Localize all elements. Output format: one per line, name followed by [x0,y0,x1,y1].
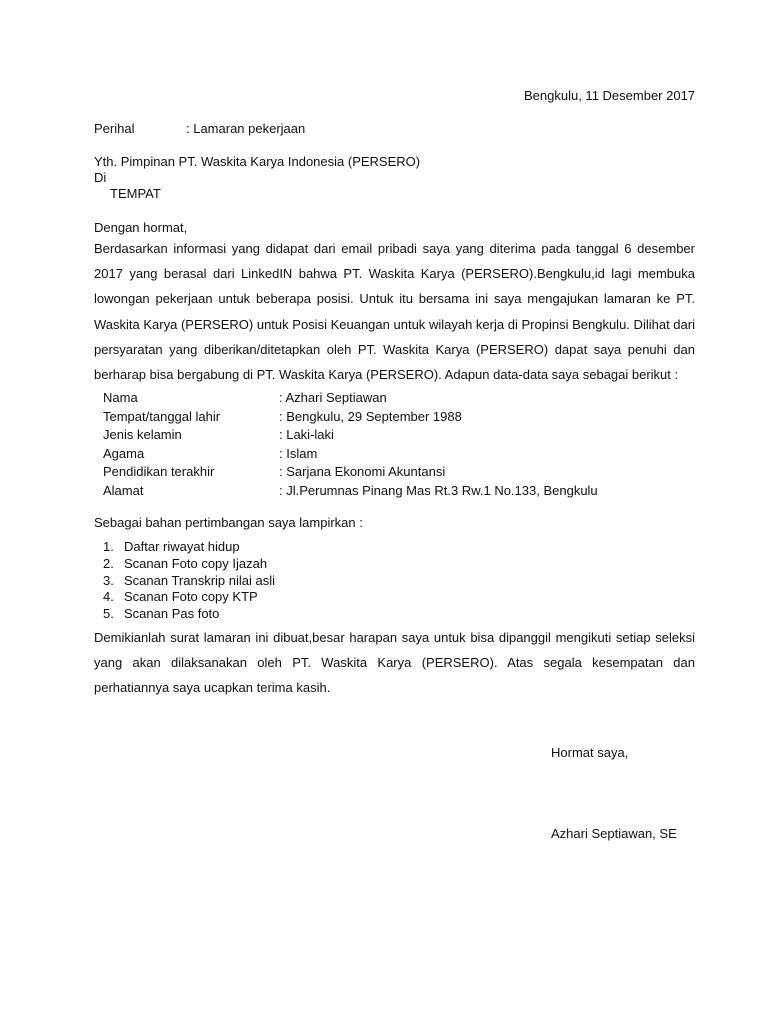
list-item-number: 3. [103,572,114,588]
list-item-number: 2. [103,555,114,571]
detail-label: Nama [103,390,138,405]
list-item-number: 4. [103,589,114,605]
applicant-details [103,389,663,501]
detail-label: Jenis kelamin [103,427,182,443]
detail-value: : Islam [279,445,318,461]
detail-row [103,389,663,408]
list-item-number: 5. [103,606,114,622]
detail-row [103,408,663,427]
detail-value: : Sarjana Ekonomi Akuntansi [279,464,446,480]
detail-row [103,426,663,445]
list-item-text: Scanan Transkrip nilai asli [124,572,276,588]
detail-label: Alamat [103,482,144,498]
signature-name: Azhari Septiawan, SE [551,826,677,841]
detail-value: : Bengkulu, 29 September 1988 [279,408,462,424]
list-item-text: Scanan Foto copy Ijazah [124,555,268,571]
detail-label: Tempat/tanggal lahir [103,408,221,424]
salutation: Dengan hormat, [94,220,188,235]
intro-paragraph: Berdasarkan informasi yang didapat dari email pribadi saya yang diterima pada tanggal 6 desember 2017 yang berasal dari LinkedIN bahwa PT. Waskita Karya (PERSERO).Bengkulu,id lagi membuka lowongan pekerjaan untuk beberapa posisi. Untuk itu bersama ini saya mengajukan lamaran ke PT. Waskita Karya (PERSERO) untuk Posisi Keuangan untuk wilayah kerja di Propinsi Bengkulu. Dilihat dari persyaratan yang diberikan/ditetapkan oleh PT. Waskita Karya (PERSERO) dapat saya penuhi dan berharap bisa bergabung di PT. Waskita Karya (PERSERO). Adapun data-data saya sebagai berikut : [94,241,695,383]
recipient-line-2: Di [94,170,107,185]
closing-phrase: Hormat saya, [551,745,629,760]
list-item-text: Scanan Foto copy KTP [124,589,258,605]
detail-value: : Laki-laki [279,427,334,443]
closing-paragraph: Demikianlah surat lamaran ini dibuat,besar harapan saya untuk bisa dipanggil mengikuti setiap seleksi yang akan dilaksanakan oleh PT. Waskita Karya (PERSERO). Atas segala kesempatan dan perhatiannya saya ucapkan terima kasih. [94,630,695,696]
list-item-text: Daftar riwayat hidup [124,539,240,554]
detail-row [103,445,663,464]
list-item-text: Scanan Pas foto [124,606,220,622]
detail-value: : Azhari Septiawan [279,390,387,405]
letter-date: Bengkulu, 11 Desember 2017 [524,88,696,103]
detail-value: : Jl.Perumnas Pinang Mas Rt.3 Rw.1 No.133, Bengkulu [279,482,598,498]
detail-row [103,482,663,501]
subject-value: : Lamaran pekerjaan [186,121,306,136]
detail-label: Agama [103,445,145,461]
recipient-line-1: Yth. Pimpinan PT. Waskita Karya Indonesia (PERSERO) [94,154,421,169]
subject-label: Perihal [94,121,135,136]
detail-label: Pendidikan terakhir [103,464,215,480]
recipient-line-3: TEMPAT [110,186,161,201]
attachments-intro: Sebagai bahan pertimbangan saya lampirkan : [94,515,363,530]
detail-row [103,463,663,482]
list-item-number: 1. [103,539,114,554]
